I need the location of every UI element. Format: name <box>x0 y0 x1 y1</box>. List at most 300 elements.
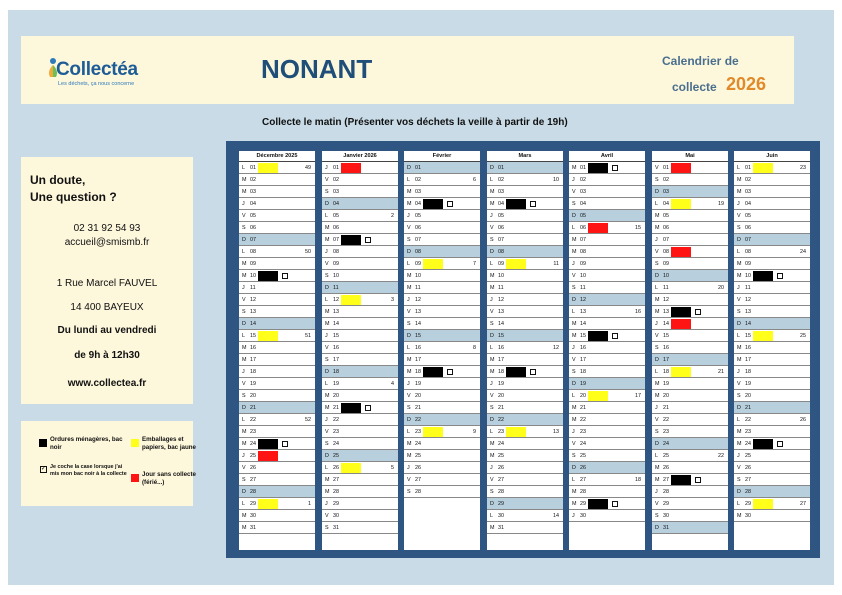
weekday-letter: D <box>490 501 494 507</box>
day-number: 19 <box>250 381 256 387</box>
collection-checkbox[interactable] <box>365 405 371 411</box>
black-collection-marker <box>341 235 361 245</box>
day-number: 15 <box>663 333 669 339</box>
day-number: 30 <box>250 513 256 519</box>
day-row <box>322 342 398 354</box>
week-number: 52 <box>305 417 311 423</box>
day-number: 15 <box>498 333 504 339</box>
weekday-letter: M <box>242 189 247 195</box>
day-row <box>487 426 563 438</box>
day-row <box>322 486 398 498</box>
weekday-letter: J <box>655 237 658 243</box>
weekday-letter: V <box>325 261 329 267</box>
day-number: 08 <box>745 249 751 255</box>
day-number: 15 <box>745 333 751 339</box>
weekday-letter: M <box>572 333 577 339</box>
weekday-letter: L <box>242 165 245 171</box>
day-row <box>487 474 563 486</box>
month-header: Mars <box>487 151 563 162</box>
yellow-collection-marker <box>753 163 773 173</box>
day-row <box>322 522 398 534</box>
weekday-letter: L <box>490 429 493 435</box>
day-row <box>734 318 810 330</box>
yellow-collection-marker <box>258 331 278 341</box>
day-number: 29 <box>745 501 751 507</box>
weekday-letter: J <box>572 429 575 435</box>
day-number: 21 <box>663 405 669 411</box>
day-number: 09 <box>663 261 669 267</box>
collection-checkbox[interactable] <box>530 369 536 375</box>
day-number: 13 <box>745 309 751 315</box>
month-column <box>487 151 563 550</box>
day-number: 22 <box>415 417 421 423</box>
weekday-letter: J <box>490 213 493 219</box>
day-row <box>734 402 810 414</box>
day-number: 21 <box>250 405 256 411</box>
collection-checkbox[interactable] <box>777 273 783 279</box>
day-row <box>569 234 645 246</box>
week-number: 2 <box>391 213 394 219</box>
weekday-letter: S <box>572 453 576 459</box>
day-number: 02 <box>745 177 751 183</box>
day-row <box>404 450 480 462</box>
day-row <box>569 306 645 318</box>
weekday-letter: M <box>572 501 577 507</box>
weekday-letter: S <box>242 225 246 231</box>
day-number: 01 <box>415 165 421 171</box>
weekday-letter: M <box>325 393 330 399</box>
weekday-letter: V <box>242 297 246 303</box>
weekday-letter: J <box>737 369 740 375</box>
day-row <box>404 462 480 474</box>
day-row <box>322 270 398 282</box>
day-number: 03 <box>333 189 339 195</box>
day-row <box>652 342 728 354</box>
day-number: 25 <box>333 453 339 459</box>
day-row <box>239 186 315 198</box>
day-number: 31 <box>250 525 256 531</box>
day-number: 25 <box>663 453 669 459</box>
weekday-letter: M <box>737 345 742 351</box>
week-number: 49 <box>305 165 311 171</box>
red-collection-marker <box>588 223 608 233</box>
month-column <box>734 151 810 550</box>
weekday-letter: L <box>407 261 410 267</box>
day-number: 22 <box>745 417 751 423</box>
weekday-letter: L <box>737 249 740 255</box>
day-row <box>322 234 398 246</box>
weekday-letter: M <box>737 273 742 279</box>
weekday-letter: S <box>655 513 659 519</box>
collection-checkbox[interactable] <box>777 441 783 447</box>
day-row <box>569 486 645 498</box>
day-number: 27 <box>745 477 751 483</box>
day-row <box>404 210 480 222</box>
collection-checkbox[interactable] <box>365 237 371 243</box>
day-row <box>404 174 480 186</box>
yellow-collection-marker <box>423 259 443 269</box>
weekday-letter: M <box>242 273 247 279</box>
weekday-letter: J <box>737 201 740 207</box>
day-row <box>239 414 315 426</box>
day-number: 15 <box>580 333 586 339</box>
black-collection-marker <box>671 475 691 485</box>
day-number: 10 <box>250 273 256 279</box>
day-row <box>487 198 563 210</box>
weekday-letter: M <box>655 465 660 471</box>
weekday-letter: J <box>325 165 328 171</box>
weekday-letter: S <box>490 321 494 327</box>
black-collection-marker <box>753 439 773 449</box>
week-number: 27 <box>800 501 806 507</box>
weekday-letter: J <box>655 321 658 327</box>
day-number: 16 <box>663 345 669 351</box>
day-row <box>404 306 480 318</box>
legend-yellow-swatch <box>131 439 139 447</box>
day-row <box>487 342 563 354</box>
weekday-letter: M <box>737 177 742 183</box>
day-row <box>487 498 563 510</box>
collection-checkbox[interactable] <box>447 201 453 207</box>
day-number: 04 <box>663 201 669 207</box>
weekday-letter: V <box>737 297 741 303</box>
day-number: 25 <box>250 453 256 459</box>
day-number: 06 <box>250 225 256 231</box>
black-collection-marker <box>753 271 773 281</box>
day-number: 28 <box>745 489 751 495</box>
weekday-letter: L <box>655 453 658 459</box>
day-number: 02 <box>663 177 669 183</box>
day-number: 07 <box>580 237 586 243</box>
day-number: 05 <box>663 213 669 219</box>
day-row <box>322 198 398 210</box>
red-collection-marker <box>258 451 278 461</box>
day-row <box>322 414 398 426</box>
day-row <box>404 234 480 246</box>
week-number: 23 <box>800 165 806 171</box>
weekday-letter: L <box>407 177 410 183</box>
day-row <box>322 162 398 174</box>
day-row <box>652 162 728 174</box>
weekday-letter: M <box>407 201 412 207</box>
weekday-letter: V <box>407 225 411 231</box>
weekday-letter: V <box>325 513 329 519</box>
day-row <box>487 210 563 222</box>
weekday-letter: J <box>242 201 245 207</box>
weekday-letter: M <box>325 309 330 315</box>
day-row <box>652 174 728 186</box>
weekday-letter: J <box>572 177 575 183</box>
weekday-letter: M <box>407 357 412 363</box>
weekday-letter: S <box>407 405 411 411</box>
day-number: 17 <box>580 357 586 363</box>
day-number: 25 <box>745 453 751 459</box>
collection-checkbox[interactable] <box>612 333 618 339</box>
day-row <box>322 498 398 510</box>
weekday-letter: V <box>655 333 659 339</box>
day-number: 09 <box>333 261 339 267</box>
day-number: 26 <box>580 465 586 471</box>
collection-checkbox[interactable] <box>612 165 618 171</box>
day-row <box>569 498 645 510</box>
day-row <box>404 330 480 342</box>
day-row <box>322 378 398 390</box>
month-column <box>239 151 315 550</box>
day-row <box>734 450 810 462</box>
day-row <box>652 390 728 402</box>
weekday-letter: L <box>572 309 575 315</box>
day-row <box>239 198 315 210</box>
day-row <box>487 462 563 474</box>
day-row <box>322 186 398 198</box>
day-number: 27 <box>333 477 339 483</box>
weekday-letter: M <box>737 429 742 435</box>
collection-checkbox[interactable] <box>612 501 618 507</box>
day-row <box>652 294 728 306</box>
day-row <box>652 510 728 522</box>
collection-checkbox[interactable] <box>282 441 288 447</box>
day-row <box>239 282 315 294</box>
day-number: 29 <box>580 501 586 507</box>
day-number: 30 <box>498 513 504 519</box>
day-row <box>652 270 728 282</box>
day-row <box>734 366 810 378</box>
day-number: 31 <box>663 525 669 531</box>
day-row <box>734 294 810 306</box>
weekday-letter: L <box>572 225 575 231</box>
day-row <box>239 270 315 282</box>
weekday-letter: J <box>737 285 740 291</box>
day-row <box>404 186 480 198</box>
day-number: 12 <box>580 297 586 303</box>
weekday-letter: L <box>655 285 658 291</box>
day-number: 28 <box>250 489 256 495</box>
day-row <box>404 162 480 174</box>
day-number: 11 <box>250 285 256 291</box>
day-row <box>322 354 398 366</box>
day-row <box>404 198 480 210</box>
day-number: 11 <box>663 285 669 291</box>
day-row <box>239 210 315 222</box>
day-row <box>322 210 398 222</box>
weekday-letter: V <box>407 393 411 399</box>
day-row <box>734 246 810 258</box>
day-row <box>322 282 398 294</box>
day-row <box>322 426 398 438</box>
weekday-letter: M <box>325 237 330 243</box>
day-number: 21 <box>498 405 504 411</box>
day-row <box>239 246 315 258</box>
weekday-letter: M <box>737 261 742 267</box>
day-number: 14 <box>498 321 504 327</box>
day-row <box>734 342 810 354</box>
day-number: 11 <box>498 285 504 291</box>
day-row <box>322 306 398 318</box>
day-row <box>239 306 315 318</box>
day-number: 20 <box>663 393 669 399</box>
day-number: 20 <box>333 393 339 399</box>
day-row <box>652 354 728 366</box>
day-number: 26 <box>333 465 339 471</box>
day-number: 29 <box>250 501 256 507</box>
yellow-collection-marker <box>341 463 361 473</box>
day-row <box>652 402 728 414</box>
day-row <box>404 402 480 414</box>
day-row <box>734 474 810 486</box>
day-row <box>404 426 480 438</box>
collection-checkbox[interactable] <box>695 309 701 315</box>
weekday-letter: V <box>655 501 659 507</box>
weekday-letter: S <box>737 393 741 399</box>
day-number: 23 <box>498 429 504 435</box>
weekday-letter: M <box>242 261 247 267</box>
day-number: 07 <box>250 237 256 243</box>
day-row <box>487 522 563 534</box>
day-number: 04 <box>580 201 586 207</box>
day-number: 14 <box>580 321 586 327</box>
day-row <box>569 378 645 390</box>
day-number: 19 <box>333 381 339 387</box>
day-row <box>239 450 315 462</box>
day-number: 01 <box>498 165 504 171</box>
weekday-letter: M <box>325 489 330 495</box>
day-row <box>652 318 728 330</box>
day-row <box>487 438 563 450</box>
weekday-letter: S <box>655 429 659 435</box>
weekday-letter: V <box>407 477 411 483</box>
day-row <box>487 390 563 402</box>
day-row <box>487 222 563 234</box>
day-number: 24 <box>580 441 586 447</box>
day-number: 09 <box>415 261 421 267</box>
red-collection-marker <box>671 319 691 329</box>
day-row <box>487 258 563 270</box>
day-row <box>404 474 480 486</box>
day-row <box>487 306 563 318</box>
day-number: 23 <box>580 429 586 435</box>
weekday-letter: M <box>242 429 247 435</box>
week-number: 4 <box>391 381 394 387</box>
day-number: 05 <box>333 213 339 219</box>
day-number: 19 <box>498 381 504 387</box>
week-number: 3 <box>391 297 394 303</box>
weekday-letter: S <box>572 201 576 207</box>
day-row <box>239 390 315 402</box>
day-row <box>734 282 810 294</box>
day-row <box>404 354 480 366</box>
email-link[interactable]: accueil@smismb.fr <box>64 237 150 248</box>
weekday-letter: V <box>325 177 329 183</box>
day-number: 05 <box>580 213 586 219</box>
day-number: 04 <box>250 201 256 207</box>
day-row <box>734 414 810 426</box>
day-number: 26 <box>498 465 504 471</box>
collection-checkbox[interactable] <box>282 273 288 279</box>
day-number: 15 <box>250 333 256 339</box>
weekday-letter: D <box>655 189 659 195</box>
collection-checkbox[interactable] <box>530 201 536 207</box>
day-number: 17 <box>250 357 256 363</box>
day-number: 17 <box>745 357 751 363</box>
day-row <box>569 258 645 270</box>
day-number: 27 <box>663 477 669 483</box>
day-row <box>404 282 480 294</box>
day-row <box>652 234 728 246</box>
weekday-letter: M <box>407 369 412 375</box>
day-row <box>652 414 728 426</box>
weekday-letter: M <box>242 513 247 519</box>
day-row <box>487 330 563 342</box>
day-number: 24 <box>745 441 751 447</box>
day-number: 14 <box>745 321 751 327</box>
day-number: 23 <box>745 429 751 435</box>
weekday-letter: L <box>242 417 245 423</box>
weekday-letter: M <box>737 357 742 363</box>
day-number: 06 <box>333 225 339 231</box>
collection-checkbox[interactable] <box>695 477 701 483</box>
weekday-letter: L <box>572 393 575 399</box>
weekday-letter: S <box>407 321 411 327</box>
day-number: 01 <box>333 165 339 171</box>
day-row <box>734 462 810 474</box>
day-row <box>652 450 728 462</box>
day-row <box>569 366 645 378</box>
day-number: 07 <box>745 237 751 243</box>
day-number: 09 <box>745 261 751 267</box>
day-row <box>404 366 480 378</box>
day-number: 18 <box>498 369 504 375</box>
day-number: 02 <box>498 177 504 183</box>
month-header: Janvier 2026 <box>322 151 398 162</box>
weekday-letter: J <box>407 297 410 303</box>
day-number: 20 <box>250 393 256 399</box>
day-number: 16 <box>580 345 586 351</box>
yellow-collection-marker <box>506 427 526 437</box>
day-row <box>322 174 398 186</box>
legend-yellow-label: Emballages et papiers, bac jaune <box>142 436 196 451</box>
yellow-collection-marker <box>671 199 691 209</box>
day-number: 13 <box>333 309 339 315</box>
day-row <box>239 294 315 306</box>
day-number: 10 <box>333 273 339 279</box>
weekday-letter: S <box>325 273 329 279</box>
collection-checkbox[interactable] <box>447 369 453 375</box>
day-row <box>734 234 810 246</box>
website-link[interactable]: www.collectea.fr <box>67 378 147 389</box>
day-number: 07 <box>663 237 669 243</box>
day-number: 25 <box>415 453 421 459</box>
weekday-letter: M <box>572 417 577 423</box>
day-number: 19 <box>580 381 586 387</box>
weekday-letter: M <box>655 393 660 399</box>
week-number: 7 <box>473 261 476 267</box>
day-number: 12 <box>745 297 751 303</box>
weekday-letter: M <box>242 525 247 531</box>
weekday-letter: S <box>325 357 329 363</box>
day-row <box>569 342 645 354</box>
weekday-letter: M <box>325 321 330 327</box>
day-row <box>734 354 810 366</box>
day-number: 08 <box>250 249 256 255</box>
weekday-letter: M <box>655 381 660 387</box>
day-number: 30 <box>333 513 339 519</box>
day-number: 05 <box>498 213 504 219</box>
red-collection-marker <box>671 163 691 173</box>
weekday-letter: J <box>490 465 493 471</box>
legend-black-label: Ordures ménagères, bac noir <box>50 436 123 451</box>
week-number: 16 <box>635 309 641 315</box>
weekday-letter: S <box>655 177 659 183</box>
